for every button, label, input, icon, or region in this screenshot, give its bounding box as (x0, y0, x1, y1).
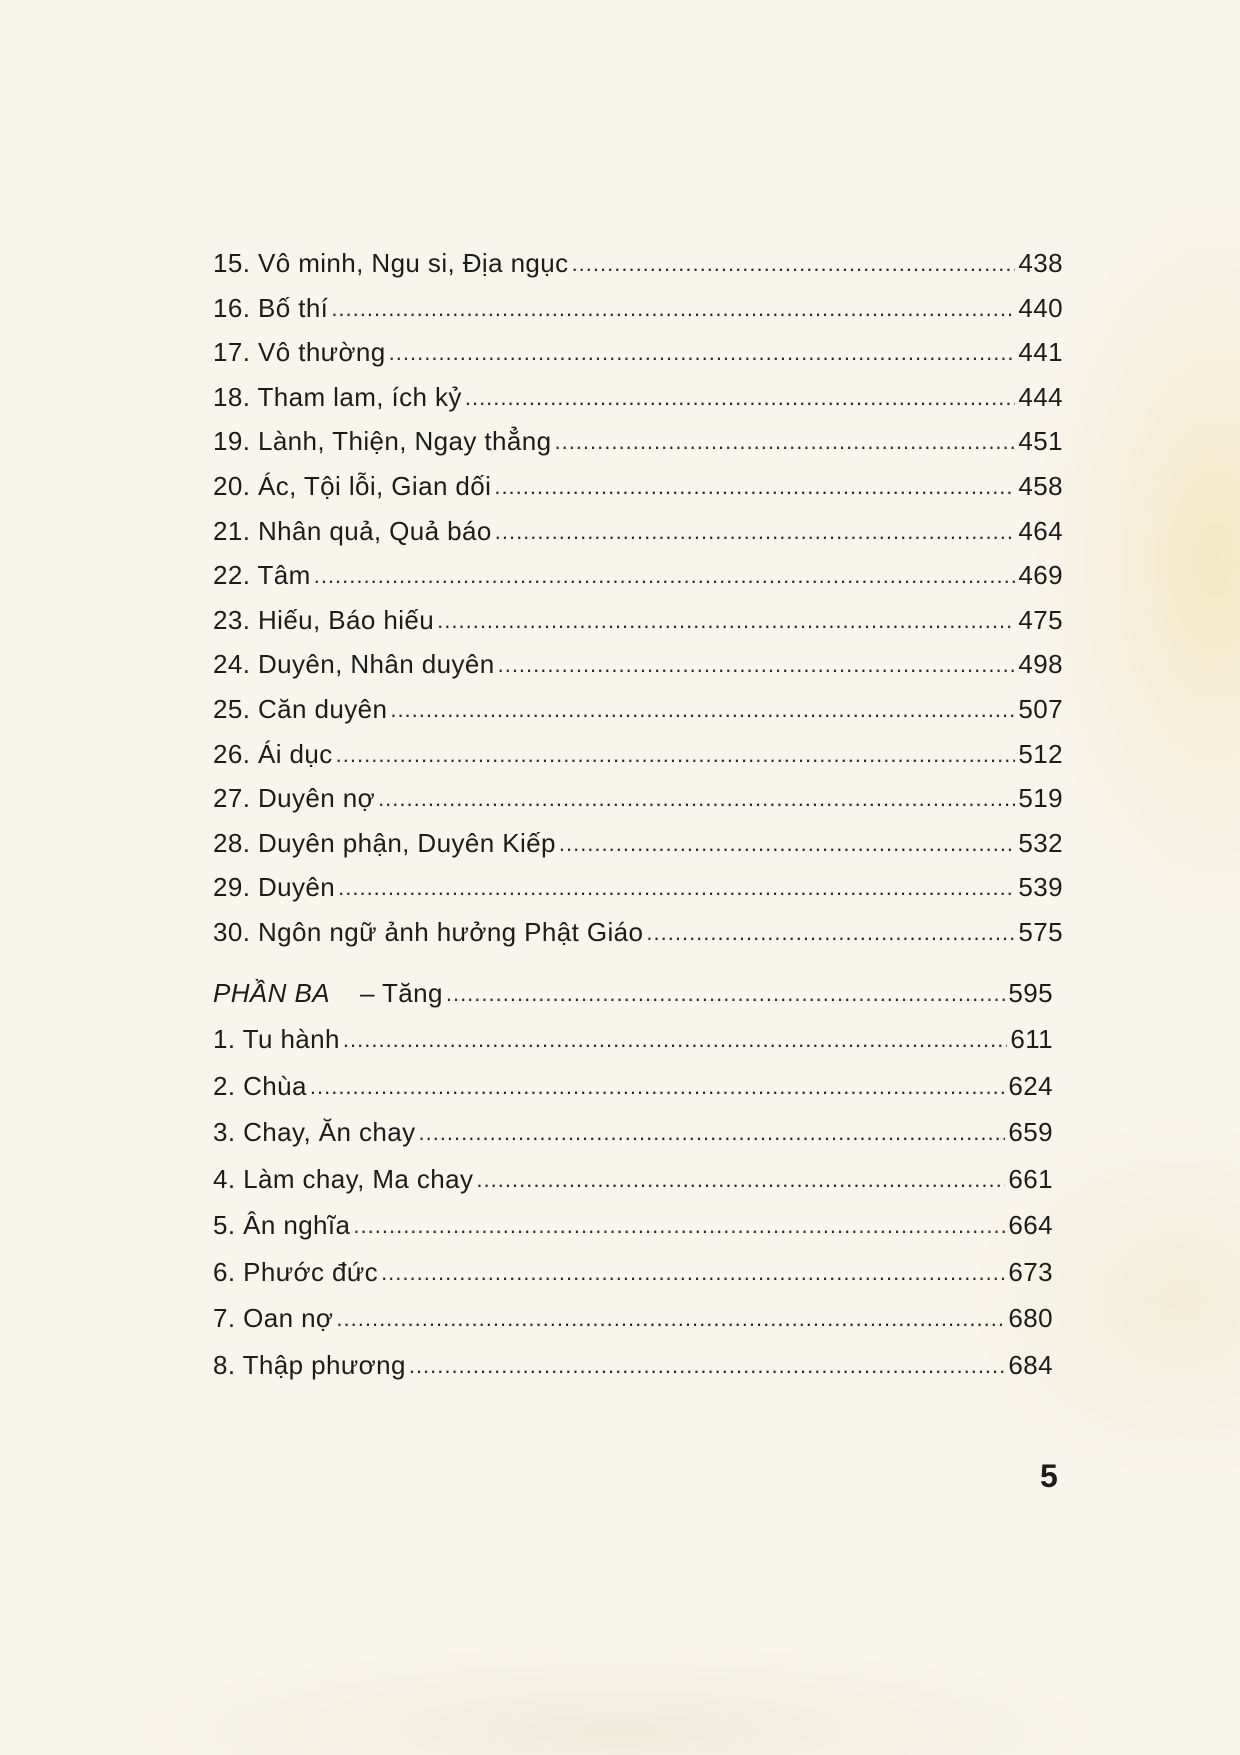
toc-entry (213, 783, 1063, 828)
toc-entry-page: 611 (1010, 1024, 1053, 1054)
toc-entry (213, 471, 1063, 516)
toc-entry (213, 293, 1063, 338)
toc-entry-page: 532 (1018, 827, 1063, 858)
toc-entry-page: 451 (1018, 426, 1063, 457)
dot-leader (314, 563, 1016, 589)
dot-leader (389, 340, 1016, 366)
part-title: – Tăng (359, 977, 443, 1008)
toc-entry (213, 1024, 1053, 1071)
toc-entry-page: 475 (1018, 604, 1063, 635)
toc-section-part-two (213, 248, 1063, 962)
page-number: 5 (1040, 1458, 1058, 1494)
toc-entry-page: 684 (1008, 1349, 1053, 1380)
toc-entry-title: 3. Chay, Ăn chay (213, 1117, 416, 1147)
toc-entry (213, 426, 1063, 471)
table-of-contents (213, 248, 1063, 1396)
toc-entry-title: 5. Ân nghĩa (213, 1210, 351, 1240)
dot-leader (418, 1120, 1005, 1146)
toc-entry-title: 2. Chùa (213, 1070, 307, 1101)
toc-entry-title: 21. Nhân quả, Quả báo (213, 515, 492, 546)
toc-entry-page: 659 (1008, 1117, 1053, 1147)
dot-leader (495, 519, 1016, 545)
toc-entry-page: 469 (1018, 560, 1063, 591)
toc-entry-page: 498 (1018, 649, 1063, 680)
toc-entry-title: 22. Tâm (213, 560, 311, 591)
dot-leader (646, 920, 1015, 946)
toc-entry (213, 1303, 1053, 1350)
toc-entry-title: 30. Ngôn ngữ ảnh hưởng Phật Giáo (213, 916, 644, 947)
toc-entry (213, 917, 1063, 962)
toc-entry (213, 605, 1063, 650)
toc-entry (213, 337, 1063, 382)
dot-leader (390, 697, 1015, 723)
toc-entry-title: 15. Vô minh, Ngu si, Địa ngục (213, 248, 569, 278)
toc-entry-title: 18. Tham lam, ích kỷ (213, 381, 462, 412)
toc-entry-page: 664 (1008, 1210, 1053, 1240)
toc-entry-page: 507 (1018, 693, 1063, 724)
toc-entry (213, 739, 1063, 784)
toc-entry-page: 440 (1018, 292, 1063, 323)
toc-entry (213, 1350, 1053, 1397)
toc-entry-page: 539 (1018, 872, 1063, 903)
toc-entry (213, 1210, 1053, 1257)
dot-leader (476, 1167, 1005, 1193)
toc-entry-title: 27. Duyên nợ (213, 783, 376, 814)
toc-entry-title: 28. Duyên phận, Duyên Kiếp (213, 827, 556, 858)
dot-leader (336, 1306, 1005, 1332)
toc-entry-page: 444 (1018, 381, 1063, 412)
dot-leader (331, 296, 1015, 322)
toc-entry-page: 624 (1008, 1070, 1053, 1101)
toc-entry (213, 1257, 1053, 1304)
toc-entry (213, 1164, 1053, 1211)
dot-leader (353, 1213, 1005, 1239)
dot-leader (378, 786, 1015, 812)
toc-entry-page: 575 (1018, 916, 1063, 947)
toc-entry-title: 6. Phước đức (213, 1256, 379, 1287)
toc-entry-title: 24. Duyên, Nhân duyên (213, 649, 495, 680)
part-label: PHẦN BA (213, 977, 330, 1008)
toc-entry-page: 673 (1008, 1256, 1053, 1287)
dot-leader (559, 831, 1016, 857)
toc-part-heading (213, 978, 1053, 1025)
dot-leader (381, 1260, 1005, 1286)
toc-entry-title: 25. Căn duyên (213, 693, 388, 724)
dot-leader (465, 385, 1016, 411)
toc-entry-page: 458 (1018, 470, 1063, 501)
toc-entry (213, 1117, 1053, 1164)
toc-entry-title: 19. Lành, Thiện, Ngay thẳng (213, 426, 552, 457)
toc-entry-title: 23. Hiếu, Báo hiếu (213, 604, 435, 635)
toc-entry-title: 7. Oan nợ (213, 1303, 334, 1333)
toc-entry-title: 16. Bố thí (213, 292, 329, 323)
toc-entry (213, 516, 1063, 561)
toc-entry-page: 519 (1018, 783, 1063, 814)
toc-entry (213, 1071, 1053, 1118)
toc-entry-title: 4. Làm chay, Ma chay (213, 1163, 474, 1194)
toc-entry-page: 595 (1008, 977, 1053, 1008)
toc-entry-title: 26. Ái dục (213, 738, 333, 769)
toc-entry-page: 441 (1018, 337, 1063, 368)
toc-entry-title: 20. Ác, Tội lỗi, Gian dối (213, 470, 492, 501)
dot-leader (554, 429, 1015, 455)
dot-leader (498, 652, 1016, 678)
toc-entry (213, 694, 1063, 739)
toc-entry-title: 1. Tu hành (213, 1024, 340, 1054)
toc-entry (213, 248, 1063, 293)
toc-entry (213, 872, 1063, 917)
toc-entry-title: 29. Duyên (213, 872, 336, 903)
dot-leader (494, 474, 1015, 500)
dot-leader (572, 251, 1016, 277)
toc-entry (213, 560, 1063, 605)
dot-leader (409, 1353, 1006, 1379)
toc-entry-page: 438 (1018, 248, 1063, 278)
toc-entry (213, 828, 1063, 873)
dot-leader (343, 1027, 1007, 1053)
toc-entry-page: 661 (1008, 1163, 1053, 1194)
toc-entry (213, 382, 1063, 427)
toc-entry-page: 512 (1018, 738, 1063, 769)
dot-leader (310, 1074, 1006, 1100)
dot-leader (338, 875, 1015, 901)
toc-entry-title: 8. Thập phương (213, 1349, 406, 1380)
toc-entry-title: 17. Vô thường (213, 337, 386, 368)
dot-leader (446, 981, 1006, 1007)
toc-entry (213, 649, 1063, 694)
dot-leader (336, 742, 1016, 768)
toc-entry-page: 680 (1008, 1303, 1053, 1333)
toc-entry-page: 464 (1018, 515, 1063, 546)
dot-leader (437, 608, 1015, 634)
toc-section-part-three (213, 978, 1053, 1397)
